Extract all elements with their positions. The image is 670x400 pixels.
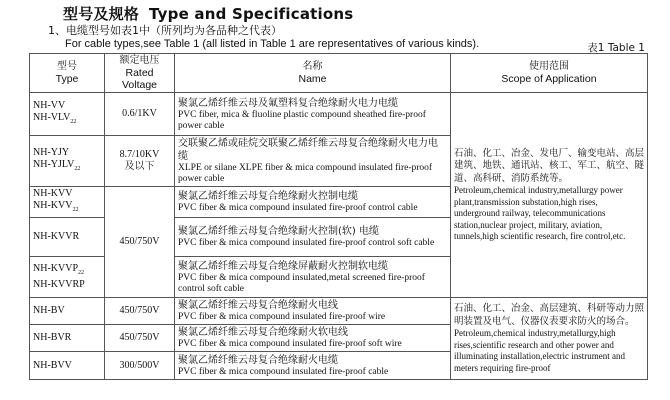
type-cell <box>30 136 105 187</box>
spec-table <box>29 53 648 380</box>
name-cell <box>175 325 451 352</box>
name-cell <box>175 218 451 257</box>
header-voltage-cn: 额定电压 <box>119 55 160 66</box>
intro-cn: 1、电缆型号如表1中（所列均为各品种之代表） <box>48 24 282 37</box>
type-code <box>33 200 101 216</box>
section-heading <box>63 3 353 24</box>
type-code: NH-VV <box>33 100 66 111</box>
type-code: NH-KVV <box>33 188 73 199</box>
name-en: PVC fiber & mica compound insulated fire-proof soft wire <box>178 339 402 349</box>
type-code <box>33 263 101 279</box>
name-cell <box>175 298 451 325</box>
name-en: PVC fiber, mica & fluoline plastic compound sheathed fire-proof power cable <box>178 109 426 131</box>
voltage-cell: 450/750V <box>105 187 175 298</box>
table-header-row <box>30 54 648 93</box>
name-cn: 交联聚乙烯或硅烷交联聚乙烯纤维云母复合绝缘耐火电力电缆 <box>178 138 438 162</box>
name-cell <box>175 187 451 218</box>
voltage-cell <box>105 136 175 187</box>
voltage-cell: 450/750V <box>105 325 175 352</box>
type-cell: NH-BVR <box>30 325 105 352</box>
voltage-cell: 450/750V <box>105 298 175 325</box>
name-cell <box>175 352 451 380</box>
name-cn: 聚氯乙烯纤维云母复合绝缘耐火控制电缆 <box>178 191 358 202</box>
type-code-sub: 22 <box>78 270 84 276</box>
scope-cn: 石油、化工、冶金、发电厂、输变电站、高层建筑、地铁、通讯站、核工、军工、航空、隧道、高科研、消防系统等。 <box>454 147 645 184</box>
type-code-sub: 22 <box>72 207 79 213</box>
name-en: PVC fiber & mica compound insulated fire-proof control cable <box>178 203 418 213</box>
header-voltage <box>105 54 175 93</box>
header-scope-cn: 使用范围 <box>529 61 569 72</box>
type-code-text: NH-VLV <box>33 112 71 123</box>
header-name-en: Name <box>298 73 327 85</box>
voltage-cell: 0.6/1KV <box>105 93 175 136</box>
header-scope-en: Scope of Application <box>501 73 597 85</box>
name-cn: 聚氯乙烯纤维云母复合绝缘耐火软电线 <box>178 327 348 338</box>
name-cn: 聚氯乙烯纤维云母复合绝缘耐火电缆 <box>178 354 338 366</box>
intro-en: For cable types,see Table 1 (all listed in Table 1 are representatives of various kinds). <box>65 38 480 50</box>
table-row <box>30 93 648 136</box>
name-en: XLPE or silane XLPE fiber & mica compound insulated fire-proof power cable <box>178 163 433 184</box>
header-name <box>175 54 451 93</box>
voltage-cell: 300/500V <box>105 352 175 380</box>
voltage-note: 及以下 <box>124 161 155 172</box>
type-code-text: NH-KVV <box>33 200 73 211</box>
header-type-cn: 型号 <box>57 61 77 72</box>
name-cn: 聚氯乙烯纤维云母复合绝缘耐火电线 <box>178 300 338 311</box>
type-cell <box>30 257 105 298</box>
type-cell <box>30 187 105 218</box>
table-row <box>30 298 648 325</box>
header-type-en: Type <box>55 73 79 85</box>
type-cell <box>30 218 105 257</box>
name-cn: 聚氯乙烯纤维云母复合绝缘耐火控制(软) 电缆 <box>178 226 379 237</box>
header-scope <box>451 54 648 93</box>
name-cell <box>175 136 451 187</box>
type-code: NH-KVVRP <box>33 279 85 290</box>
voltage-value: 8.7/10KV <box>119 149 160 160</box>
type-cell: NH-BVV <box>30 352 105 380</box>
type-code: NH-YJY <box>33 147 70 158</box>
header-voltage-en: Rated Voltage <box>121 67 158 91</box>
name-en: PVC fiber & mica compound insulated fire-proof wire <box>178 312 386 322</box>
type-code-text: NH-KVVP <box>33 263 78 274</box>
scope-cn: 石油、化工、冶金、高层建筑、科研等动力照明装置及电气、仪器仪表要求防火的场合。 <box>454 303 645 327</box>
table-label: 表1 Table 1 <box>587 42 645 54</box>
name-cn: 聚氯乙烯纤维云母复合绝缘屏蔽耐火控制软电缆 <box>178 260 388 272</box>
type-cell <box>30 93 105 136</box>
scope-cell-wire <box>451 298 648 380</box>
scope-cell-power <box>451 93 648 298</box>
type-code <box>33 112 101 128</box>
name-cell <box>175 257 451 298</box>
scope-en: Petroleum,chemical industry,metallurgy power plant,transmission substation,high rises, underground railway, telecommunications station,nuclear project, military, aviation, tunnels,high scientific research, fire control,etc. <box>454 185 626 241</box>
type-code <box>33 159 101 175</box>
header-type <box>30 54 105 93</box>
type-code-sub: 22 <box>74 166 81 172</box>
header-name-cn: 名称 <box>302 61 323 72</box>
name-en: PVC fiber & mica compound insulated,metal screened fire-proof control soft cable <box>178 272 425 294</box>
type-cell: NH-BV <box>30 298 105 325</box>
scope-en: Petroleum,chemical industry,metallurgy,high rises,scientific research and other power and illuminating installation,electric instrument and meters requiring fire-proof <box>454 328 625 373</box>
type-code-text: NH-YJLV <box>33 159 75 170</box>
heading-en: Type and Specifications <box>149 5 354 23</box>
type-code-sub: 22 <box>70 119 77 125</box>
heading-cn: 型号及规格 <box>63 5 140 23</box>
name-cell <box>175 93 451 136</box>
type-code: NH-KVVR <box>33 231 80 242</box>
name-en: PVC fiber & mica compound insulated fire-proof control soft cable <box>178 238 435 248</box>
name-cn: 聚氯乙烯纤维云母及氟塑料复合绝缘耐火电力电缆 <box>178 97 398 109</box>
name-en: PVC fiber & mica compound insulated fire-proof cable <box>178 366 389 377</box>
